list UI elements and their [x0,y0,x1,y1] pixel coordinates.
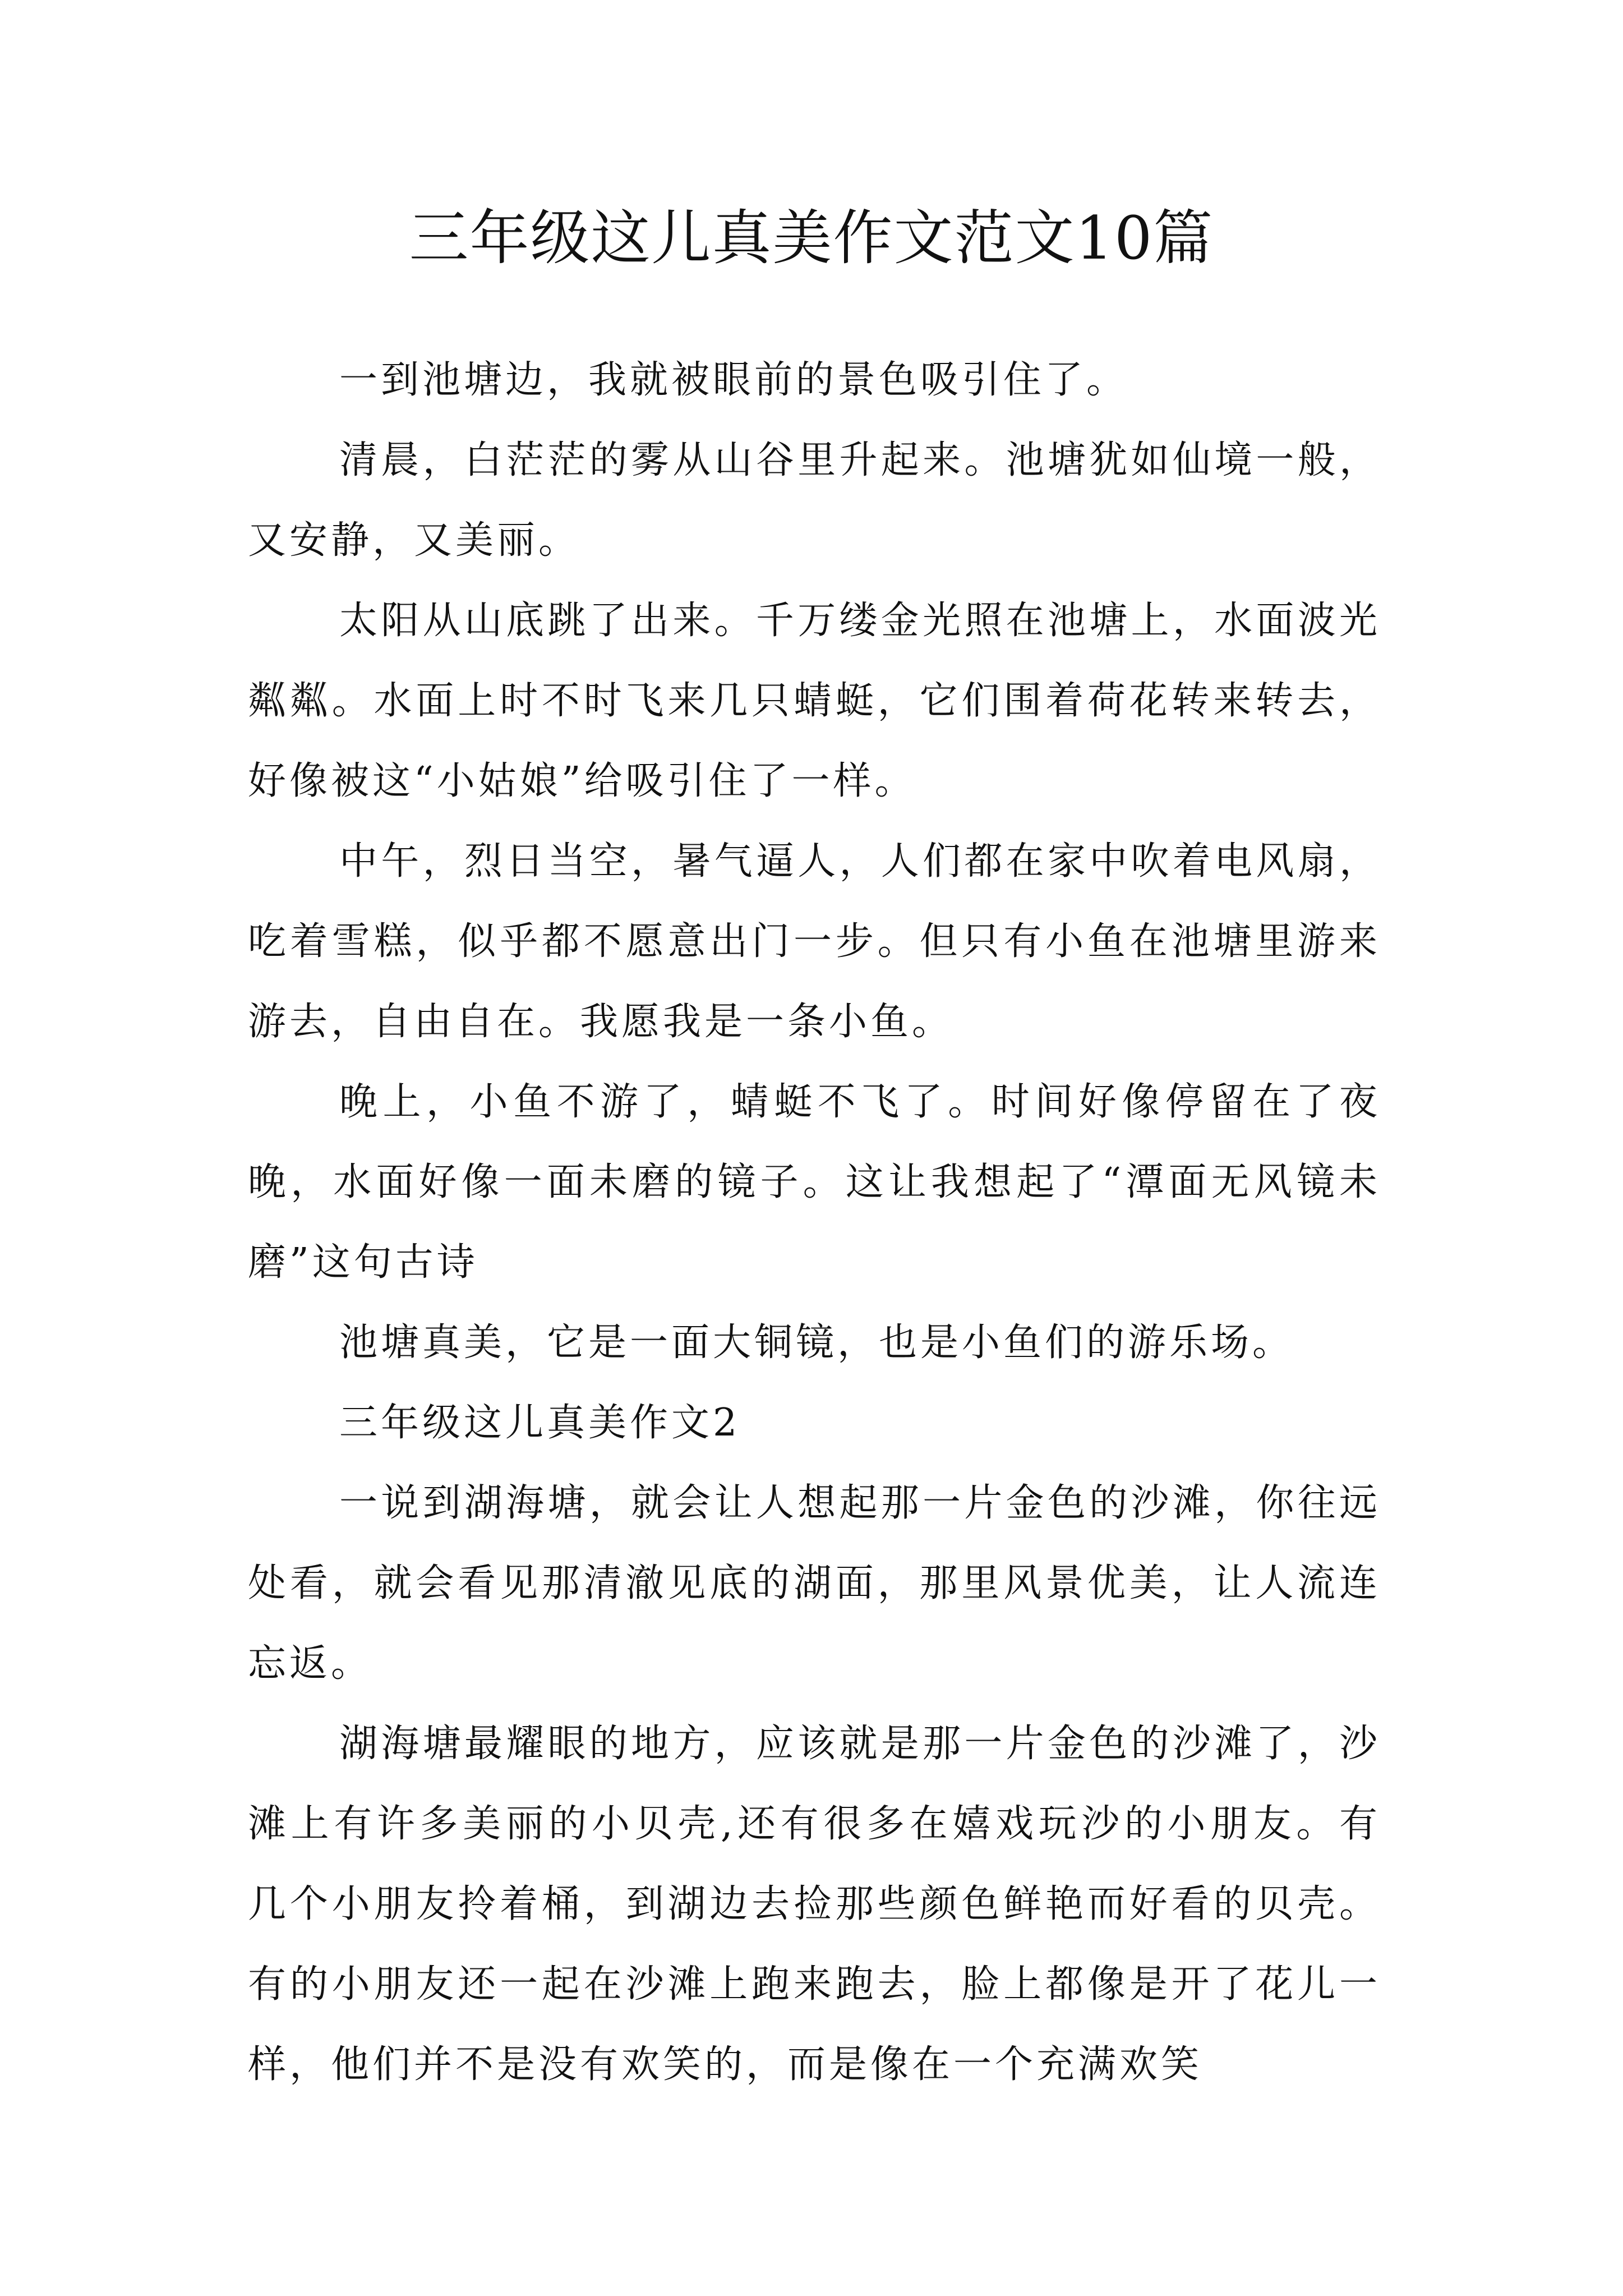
paragraph-4: 中午，烈日当空，暑气逼人，人们都在家中吹着电风扇，吃着雪糕，似乎都不愿意出门一步。但只有小鱼在池塘里游来游去，自由自在。我愿我是一条小鱼。 [248,839,1381,1044]
paragraph-5: 晚上，小鱼不游了，蜻蜓不飞了。时间好像停留在了夜晚，水面好像一面未磨的镜子。这让我想起了“潭面无风镜未磨”这句古诗 [248,1080,1381,1285]
paragraph-6: 池塘真美，它是一面大铜镜，也是小鱼们的游乐场。 [339,1320,1294,1365]
document-title: 三年级这儿真美作文范文10篇 [409,204,1214,273]
paragraph-1: 一到池塘边，我就被眼前的景色吸引住了。 [339,358,1128,402]
section-heading-2: 三年级这儿真美作文2 [339,1401,741,1445]
document-body [248,340,1381,2105]
paragraph-7: 一说到湖海塘，就会让人想起那一片金色的沙滩，你往远处看，就会看见那清澈见底的湖面，那里风景优美，让人流连忘返。 [248,1481,1381,1686]
paragraph-8: 湖海塘最耀眼的地方，应该就是那一片金色的沙滩了，沙滩上有许多美丽的小贝壳,还有很多在嬉戏玩沙的小朋友。有几个小朋友拎着桶，到湖边去捡那些颜色鲜艳而好看的贝壳。有的小朋友还一起在沙滩上跑来跑去，脸上都像是开了花儿一样，他们并不是没有欢笑的，而是像在一个充满欢笑 [248,1722,1381,2087]
paragraph-2: 清晨，白茫茫的雾从山谷里升起来。池塘犹如仙境一般，又安静，又美丽。 [248,438,1381,563]
paragraph-3: 太阳从山底跳了出来。千万缕金光照在池塘上，水面波光粼粼。水面上时不时飞来几只蜻蜓，它们围着荷花转来转去，好像被这“小姑娘”给吸引住了一样。 [248,599,1381,803]
